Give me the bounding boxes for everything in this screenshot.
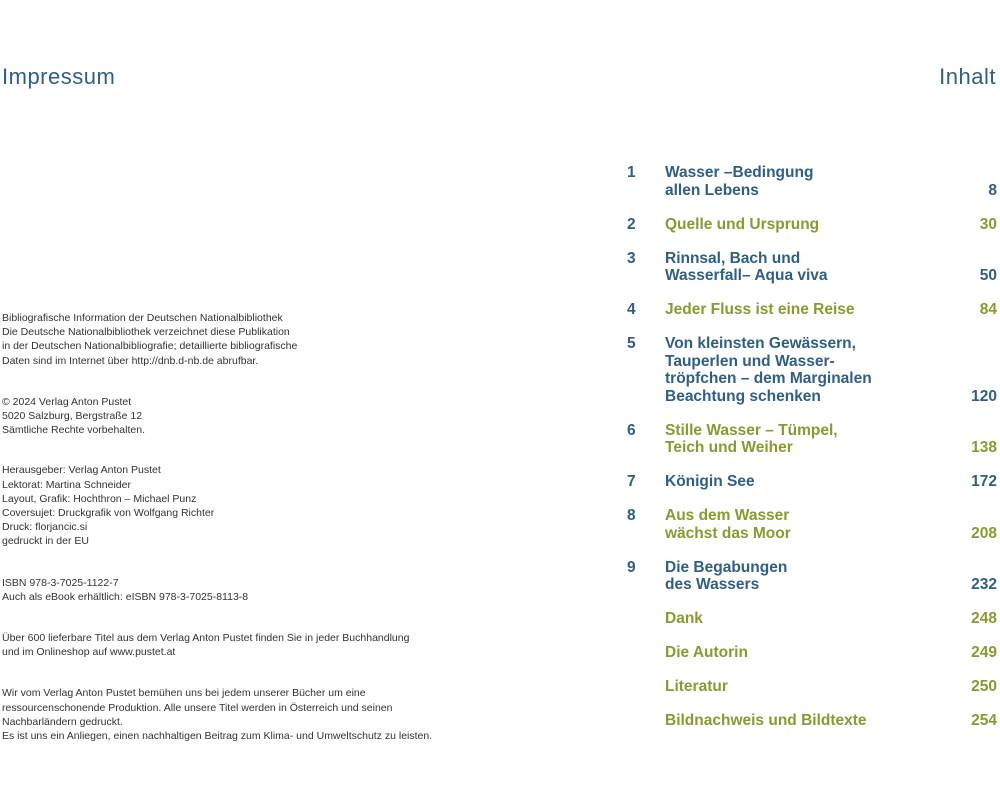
toc-title-line: Literatur: [665, 678, 728, 695]
toc-title-line: Von kleinsten Gewässern,: [665, 335, 856, 352]
toc-entry: [627, 216, 997, 234]
toc-title-line: Quelle und Ursprung: [665, 215, 820, 233]
toc-page-number: 248: [971, 610, 997, 627]
imprint-line: ressourcenschonende Produktion. Alle unsere Titel werden in Österreich und seinen: [2, 701, 393, 714]
toc-title-line: wächst das Moor: [665, 524, 791, 542]
imprint-block: [2, 311, 472, 368]
toc-title-line: tröpfchen – dem Marginalen: [665, 370, 872, 387]
toc-entry: [627, 644, 997, 662]
imprint-line: Lektorat: Martina Schneider: [2, 478, 131, 491]
toc-chapter-number: 8: [627, 507, 636, 524]
toc-entry: [627, 507, 997, 542]
imprint-line: Es ist uns ein Anliegen, einen nachhaltigen Beitrag zum Klima- und Umweltschutz zu leisten.: [2, 730, 433, 743]
toc-title-line: Tauperlen und Wasser-: [665, 352, 835, 370]
toc-chapter-number: 2: [627, 215, 636, 233]
table-of-contents: [627, 164, 997, 746]
toc-entry: [627, 164, 997, 199]
imprint-line: Auch als eBook erhältlich: eISBN 978-3-7025-8113-8: [2, 590, 249, 603]
imprint-line: Sämtliche Rechte vorbehalten.: [2, 424, 145, 437]
toc-page-number: 254: [971, 712, 997, 729]
toc-entry: [627, 678, 997, 696]
imprint-block: [2, 631, 472, 659]
toc-chapter-title: [665, 610, 971, 628]
toc-entry: [627, 610, 997, 628]
imprint-heading: Impressum: [2, 64, 116, 89]
toc-title-line: Dank: [665, 610, 703, 627]
toc-title-line: Wasser –Bedingung: [665, 164, 814, 181]
imprint-line: Bibliografische Information der Deutschen Nationalbibliothek: [2, 312, 283, 324]
imprint-section: [2, 311, 472, 743]
toc-page-number: 138: [971, 439, 997, 456]
toc-chapter-title: [665, 250, 980, 285]
toc-page-number: 250: [971, 678, 997, 695]
imprint-line: © 2024 Verlag Anton Pustet: [2, 395, 132, 408]
toc-title-line: Beachtung schenken: [665, 387, 821, 405]
toc-chapter-number: 1: [627, 164, 636, 181]
toc-title-line: Die Begabungen: [665, 558, 788, 576]
imprint-line: und im Onlineshop auf www.pustet.at: [2, 646, 176, 659]
imprint-block: [2, 395, 472, 438]
toc-chapter-number: 4: [627, 301, 636, 318]
imprint-line: Über 600 lieferbare Titel aus dem Verlag Anton Pustet finden Sie in jeder Buchhandlung: [2, 632, 410, 645]
toc-chapter-title: [665, 712, 971, 730]
imprint-block: [2, 576, 472, 604]
toc-entry: [627, 250, 997, 285]
toc-page-number: 50: [979, 267, 997, 284]
toc-chapter-title: [665, 559, 971, 594]
toc-title-line: Jeder Fluss ist eine Reise: [665, 301, 855, 318]
toc-chapter-title: [665, 216, 980, 234]
toc-chapter-title: [665, 335, 971, 405]
imprint-line: gedruckt in der EU: [2, 535, 89, 548]
imprint-block: [2, 686, 472, 743]
toc-title-line: Teich und Weiher: [665, 439, 793, 456]
imprint-block: [2, 463, 472, 548]
imprint-line: Coversujet: Druckgrafik von Wolfgang Richter: [2, 507, 215, 520]
toc-entry: [627, 712, 997, 730]
toc-chapter-number: 5: [627, 335, 636, 352]
toc-entry: [627, 335, 997, 405]
toc-chapter-title: [665, 507, 971, 542]
toc-chapter-number: 6: [627, 421, 636, 439]
imprint-line: Daten sind im Internet über http://dnb.d-nb.de abrufbar.: [2, 354, 259, 367]
imprint-line: Herausgeber: Verlag Anton Pustet: [2, 464, 161, 477]
toc-title-line: des Wassers: [665, 576, 760, 593]
toc-page-number: 249: [971, 644, 997, 661]
toc-page-number: 232: [971, 576, 997, 593]
imprint-line: Die Deutsche Nationalbibliothek verzeichnet diese Publikation: [2, 326, 290, 339]
imprint-line: Druck: florjancic.si: [2, 521, 88, 534]
toc-chapter-number: 9: [627, 558, 636, 576]
toc-title-line: Bildnachweis und Bildtexte: [665, 712, 867, 729]
toc-chapter-number: 7: [627, 473, 636, 490]
toc-entry: [627, 473, 997, 491]
toc-entry: [627, 422, 997, 457]
imprint-line: ISBN 978-3-7025-1122-7: [2, 576, 119, 589]
toc-chapter-title: [665, 301, 980, 319]
toc-title-line: Aus dem Wasser: [665, 507, 790, 524]
imprint-line: in der Deutschen Nationalbibliografie; detaillierte bibliografische: [2, 340, 298, 353]
toc-page-number: 120: [971, 387, 997, 405]
imprint-line: Wir vom Verlag Anton Pustet bemühen uns bei jedem unserer Bücher um eine: [2, 687, 366, 700]
imprint-line: 5020 Salzburg, Bergstraße 12: [2, 410, 143, 423]
toc-chapter-title: [665, 678, 971, 696]
toc-title-line: Königin See: [665, 473, 755, 490]
toc-title-line: Die Autorin: [665, 644, 748, 661]
toc-title-line: Wasserfall– Aqua viva: [665, 267, 828, 284]
toc-chapter-title: [665, 644, 971, 662]
toc-chapter-number: 3: [627, 249, 636, 267]
toc-entry: [627, 301, 997, 319]
toc-page-number: 8: [988, 181, 997, 199]
toc-page-number: 84: [979, 301, 997, 318]
toc-title-line: allen Lebens: [665, 181, 759, 199]
toc-entry: [627, 559, 997, 594]
toc-page-number: 30: [979, 215, 997, 233]
contents-heading: Inhalt: [939, 64, 996, 89]
toc-chapter-title: [665, 422, 971, 457]
toc-title-line: Rinnsal, Bach und: [665, 249, 801, 267]
toc-title-line: Stille Wasser – Tümpel,: [665, 421, 838, 439]
toc-chapter-title: [665, 473, 971, 491]
toc-page-number: 208: [971, 524, 997, 542]
imprint-line: Layout, Grafik: Hochthron – Michael Punz: [2, 492, 197, 505]
imprint-line: Nachbarländern gedruckt.: [2, 715, 123, 728]
toc-chapter-title: [665, 164, 988, 199]
toc-page-number: 172: [971, 473, 997, 490]
